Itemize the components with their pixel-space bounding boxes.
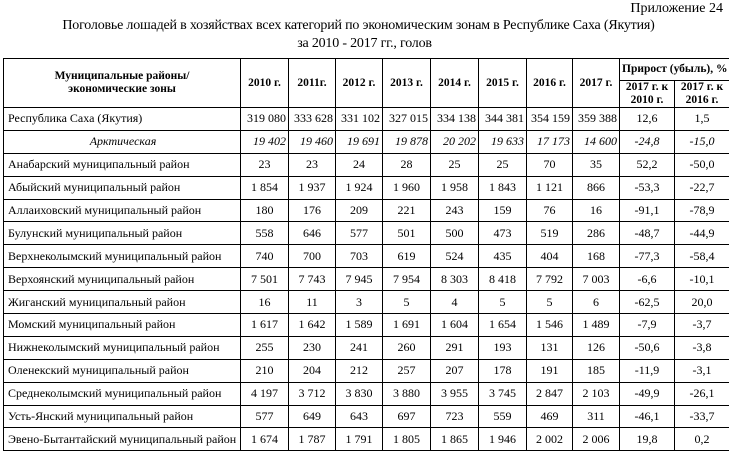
year-value: 4 197 xyxy=(241,382,289,405)
year-value: 359 388 xyxy=(573,108,620,131)
year-value: 1 924 xyxy=(336,176,383,199)
table-row xyxy=(4,245,729,268)
year-value: 23 xyxy=(289,153,336,176)
year-value: 180 xyxy=(241,199,289,222)
table-row xyxy=(4,199,729,222)
year-value: 6 xyxy=(573,291,620,314)
row-name: Усть-Янский муниципальный район xyxy=(4,405,241,428)
growth-value: -46,1 xyxy=(620,405,675,428)
year-value: 207 xyxy=(431,359,479,382)
year-value: 3 955 xyxy=(431,382,479,405)
year-value: 740 xyxy=(241,245,289,268)
year-value: 1 805 xyxy=(383,428,431,451)
year-value: 333 628 xyxy=(289,108,336,131)
year-value: 5 xyxy=(479,291,527,314)
year-value: 2 002 xyxy=(527,428,573,451)
year-value: 1 865 xyxy=(431,428,479,451)
year-value: 17 173 xyxy=(527,130,573,153)
year-value: 524 xyxy=(431,245,479,268)
year-value: 2 847 xyxy=(527,382,573,405)
year-value: 212 xyxy=(336,359,383,382)
year-value: 131 xyxy=(527,336,573,359)
year-value: 469 xyxy=(527,405,573,428)
year-value: 1 642 xyxy=(289,314,336,337)
year-value: 500 xyxy=(431,222,479,245)
year-value: 1 654 xyxy=(479,314,527,337)
year-value: 14 600 xyxy=(573,130,620,153)
year-value: 354 159 xyxy=(527,108,573,131)
year-value: 643 xyxy=(336,405,383,428)
year-value: 559 xyxy=(479,405,527,428)
year-value: 1 121 xyxy=(527,176,573,199)
year-value: 168 xyxy=(573,245,620,268)
growth-value: -15,0 xyxy=(675,130,729,153)
row-name: Момский муниципальный район xyxy=(4,314,241,337)
growth-value: -78,9 xyxy=(675,199,729,222)
year-value: 241 xyxy=(336,336,383,359)
growth-value: -3,7 xyxy=(675,314,729,337)
year-value: 7 792 xyxy=(527,268,573,291)
year-value: 3 745 xyxy=(479,382,527,405)
year-value: 176 xyxy=(289,199,336,222)
header-growth-2010: 2017 г. к 2010 г. xyxy=(620,81,675,108)
year-value: 1 617 xyxy=(241,314,289,337)
year-value: 1 854 xyxy=(241,176,289,199)
growth-value: -22,7 xyxy=(675,176,729,199)
year-value: 210 xyxy=(241,359,289,382)
year-value: 577 xyxy=(241,405,289,428)
header-year: 2013 г. xyxy=(383,59,431,108)
header-year: 2011г. xyxy=(289,59,336,108)
table-row xyxy=(4,314,729,337)
year-value: 1 604 xyxy=(431,314,479,337)
row-name: Республика Саха (Якутия) xyxy=(4,108,241,131)
year-value: 19 878 xyxy=(383,130,431,153)
year-value: 178 xyxy=(479,359,527,382)
year-value: 230 xyxy=(289,336,336,359)
year-value: 4 xyxy=(431,291,479,314)
year-value: 3 xyxy=(336,291,383,314)
growth-value: -26,1 xyxy=(675,382,729,405)
year-value: 331 102 xyxy=(336,108,383,131)
year-value: 260 xyxy=(383,336,431,359)
year-value: 334 138 xyxy=(431,108,479,131)
year-value: 1 960 xyxy=(383,176,431,199)
table-row xyxy=(4,291,729,314)
growth-value: -7,9 xyxy=(620,314,675,337)
year-value: 577 xyxy=(336,222,383,245)
row-name: Жиганский муниципальный район xyxy=(4,291,241,314)
year-value: 2 103 xyxy=(573,382,620,405)
table-row xyxy=(4,176,729,199)
header-year: 2012 г. xyxy=(336,59,383,108)
year-value: 404 xyxy=(527,245,573,268)
year-value: 159 xyxy=(479,199,527,222)
year-value: 311 xyxy=(573,405,620,428)
year-value: 1 937 xyxy=(289,176,336,199)
table-row xyxy=(4,268,729,291)
year-value: 291 xyxy=(431,336,479,359)
row-name: Анабарский муниципальный район xyxy=(4,153,241,176)
growth-value: -24,8 xyxy=(620,130,675,153)
year-value: 3 712 xyxy=(289,382,336,405)
year-value: 7 743 xyxy=(289,268,336,291)
year-value: 19 633 xyxy=(479,130,527,153)
header-name: Муниципальные районы/ экономические зоны xyxy=(4,59,241,108)
year-value: 1 489 xyxy=(573,314,620,337)
year-value: 19 691 xyxy=(336,130,383,153)
growth-value: -10,1 xyxy=(675,268,729,291)
growth-value: -50,6 xyxy=(620,336,675,359)
year-value: 697 xyxy=(383,405,431,428)
row-name: Верхоянский муниципальный район xyxy=(4,268,241,291)
table-row xyxy=(4,405,729,428)
table-title: Поголовье лошадей в хозяйствах всех категорий по экономическим зонам в Республике Саха (Якутия) xyxy=(0,18,723,34)
growth-value: -44,9 xyxy=(675,222,729,245)
year-value: 255 xyxy=(241,336,289,359)
year-value: 7 501 xyxy=(241,268,289,291)
horse-stock-table xyxy=(3,58,729,451)
growth-value: -91,1 xyxy=(620,199,675,222)
growth-value: -11,9 xyxy=(620,359,675,382)
row-name: Эвено-Бытантайский муниципальный район xyxy=(4,428,241,451)
year-value: 649 xyxy=(289,405,336,428)
year-value: 221 xyxy=(383,199,431,222)
year-value: 1 589 xyxy=(336,314,383,337)
year-value: 286 xyxy=(573,222,620,245)
year-value: 8 303 xyxy=(431,268,479,291)
year-value: 1 691 xyxy=(383,314,431,337)
header-year: 2010 г. xyxy=(241,59,289,108)
year-value: 23 xyxy=(241,153,289,176)
row-name: Верхнеколымский муниципальный район xyxy=(4,245,241,268)
year-value: 558 xyxy=(241,222,289,245)
year-value: 204 xyxy=(289,359,336,382)
year-value: 435 xyxy=(479,245,527,268)
year-value: 35 xyxy=(573,153,620,176)
year-value: 1 791 xyxy=(336,428,383,451)
growth-value: 1,5 xyxy=(675,108,729,131)
row-name: Нижнеколымский муниципальный район xyxy=(4,336,241,359)
table-row xyxy=(4,222,729,245)
table-row xyxy=(4,359,729,382)
year-value: 209 xyxy=(336,199,383,222)
table-row xyxy=(4,382,729,405)
table-subtitle: за 2010 - 2017 гг., голов xyxy=(0,36,729,52)
growth-value: 52,2 xyxy=(620,153,675,176)
year-value: 619 xyxy=(383,245,431,268)
year-value: 1 787 xyxy=(289,428,336,451)
year-value: 7 954 xyxy=(383,268,431,291)
year-value: 3 830 xyxy=(336,382,383,405)
year-value: 11 xyxy=(289,291,336,314)
year-value: 5 xyxy=(383,291,431,314)
year-value: 70 xyxy=(527,153,573,176)
row-name: Булунский муниципальный район xyxy=(4,222,241,245)
year-value: 703 xyxy=(336,245,383,268)
year-value: 473 xyxy=(479,222,527,245)
growth-value: -62,5 xyxy=(620,291,675,314)
appendix-label: Приложение 24 xyxy=(630,1,723,17)
growth-value: -33,7 xyxy=(675,405,729,428)
year-value: 1 674 xyxy=(241,428,289,451)
table-row xyxy=(4,336,729,359)
year-value: 646 xyxy=(289,222,336,245)
growth-value: -53,3 xyxy=(620,176,675,199)
year-value: 257 xyxy=(383,359,431,382)
year-value: 866 xyxy=(573,176,620,199)
year-value: 5 xyxy=(527,291,573,314)
growth-value: 19,8 xyxy=(620,428,675,451)
year-value: 76 xyxy=(527,199,573,222)
year-value: 19 402 xyxy=(241,130,289,153)
year-value: 319 080 xyxy=(241,108,289,131)
growth-value: -50,0 xyxy=(675,153,729,176)
row-name: Абыйский муниципальный район xyxy=(4,176,241,199)
year-value: 1 946 xyxy=(479,428,527,451)
table-row xyxy=(4,108,729,131)
header-growth: Прирост (убыль), % xyxy=(620,59,729,81)
year-value: 126 xyxy=(573,336,620,359)
table-row xyxy=(4,153,729,176)
zone-row xyxy=(4,130,729,153)
year-value: 25 xyxy=(431,153,479,176)
year-value: 1 843 xyxy=(479,176,527,199)
growth-value: -6,6 xyxy=(620,268,675,291)
year-value: 24 xyxy=(336,153,383,176)
year-value: 700 xyxy=(289,245,336,268)
year-value: 7 003 xyxy=(573,268,620,291)
row-name: Арктическая xyxy=(4,130,241,153)
year-value: 3 880 xyxy=(383,382,431,405)
year-value: 20 202 xyxy=(431,130,479,153)
growth-value: -58,4 xyxy=(675,245,729,268)
growth-value: 12,6 xyxy=(620,108,675,131)
year-value: 193 xyxy=(479,336,527,359)
year-value: 7 945 xyxy=(336,268,383,291)
year-value: 501 xyxy=(383,222,431,245)
year-value: 2 006 xyxy=(573,428,620,451)
header-year: 2017 г. xyxy=(573,59,620,108)
header-year: 2014 г. xyxy=(431,59,479,108)
year-value: 723 xyxy=(431,405,479,428)
header-year: 2016 г. xyxy=(527,59,573,108)
year-value: 8 418 xyxy=(479,268,527,291)
header-year: 2015 г. xyxy=(479,59,527,108)
row-name: Среднеколымский муниципальный район xyxy=(4,382,241,405)
growth-value: -77,3 xyxy=(620,245,675,268)
year-value: 1 958 xyxy=(431,176,479,199)
growth-value: -3,1 xyxy=(675,359,729,382)
header-growth-2016: 2017 г. к 2016 г. xyxy=(675,81,729,108)
year-value: 185 xyxy=(573,359,620,382)
year-value: 16 xyxy=(241,291,289,314)
year-value: 344 381 xyxy=(479,108,527,131)
growth-value: -49,9 xyxy=(620,382,675,405)
growth-value: -3,8 xyxy=(675,336,729,359)
row-name: Аллаиховский муниципальный район xyxy=(4,199,241,222)
year-value: 16 xyxy=(573,199,620,222)
year-value: 1 546 xyxy=(527,314,573,337)
growth-value: 0,2 xyxy=(675,428,729,451)
year-value: 25 xyxy=(479,153,527,176)
growth-value: 20,0 xyxy=(675,291,729,314)
year-value: 243 xyxy=(431,199,479,222)
growth-value: -48,7 xyxy=(620,222,675,245)
year-value: 28 xyxy=(383,153,431,176)
year-value: 327 015 xyxy=(383,108,431,131)
year-value: 191 xyxy=(527,359,573,382)
year-value: 519 xyxy=(527,222,573,245)
table-row xyxy=(4,428,729,451)
year-value: 19 460 xyxy=(289,130,336,153)
row-name: Оленекский муниципальный район xyxy=(4,359,241,382)
